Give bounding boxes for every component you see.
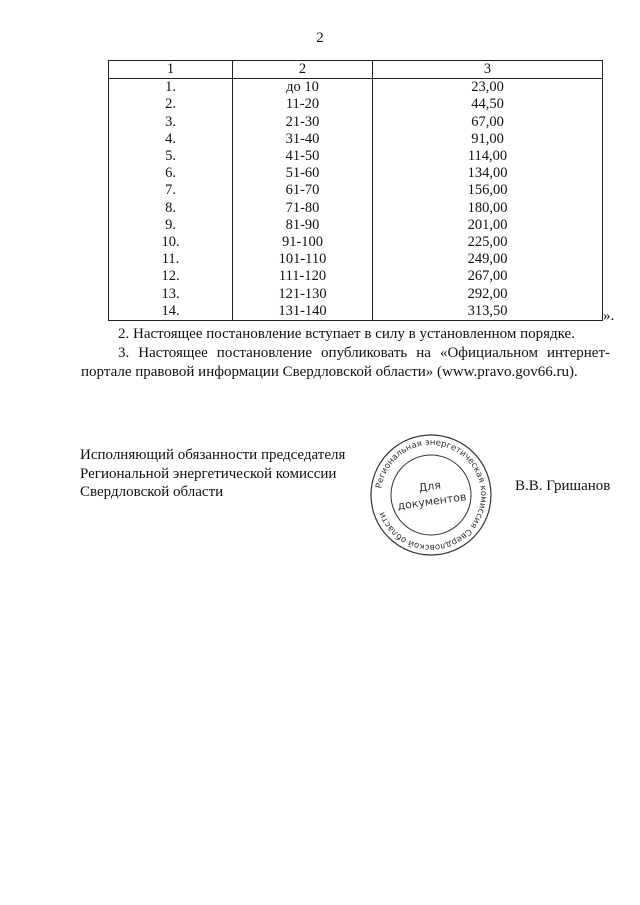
table-row — [109, 303, 603, 321]
page-number: 2 — [316, 30, 324, 46]
paragraph-effective-date: 2. Настоящее постановление вступает в силу в установленном порядке. — [118, 326, 575, 342]
table-row — [109, 96, 603, 113]
value-cell: 44,50 — [373, 96, 603, 113]
table-body — [109, 79, 603, 321]
row-number-cell: 2. — [109, 96, 233, 113]
stamp-outer-text: Региональная энергетическая комиссия Свердловской области — [374, 437, 489, 553]
range-cell: 101-110 — [233, 251, 373, 268]
paragraph-publication: 3. Настоящее постановление опубликовать на «Официальном интернет-портале правовой информации Свердловской области» (www.pravo.gov66.ru). — [81, 345, 610, 380]
row-number-cell: 14. — [109, 303, 233, 321]
signer-position-line: Региональной энергетической комиссии — [80, 465, 337, 482]
closing-quote-mark: ». — [603, 308, 615, 324]
range-cell: 41-50 — [233, 148, 373, 165]
table-row — [109, 182, 603, 199]
value-cell: 23,00 — [373, 79, 603, 97]
signer-position — [80, 446, 380, 502]
table-row — [109, 148, 603, 165]
table-row — [109, 200, 603, 217]
tariff-table — [108, 60, 603, 321]
range-cell: 61-70 — [233, 182, 373, 199]
value-cell: 225,00 — [373, 234, 603, 251]
signer-position-line: Исполняющий обязанности председателя — [80, 447, 346, 463]
row-number-cell: 9. — [109, 217, 233, 234]
range-cell: 131-140 — [233, 303, 373, 321]
range-cell: до 10 — [233, 79, 373, 97]
signer-name: В.В. Гришанов — [515, 478, 611, 494]
column-header: 1 — [109, 61, 233, 79]
range-cell: 21-30 — [233, 114, 373, 131]
table-row — [109, 268, 603, 285]
value-cell: 249,00 — [373, 251, 603, 268]
value-cell: 67,00 — [373, 114, 603, 131]
stamp-inner-text: документов — [396, 490, 468, 513]
range-cell: 51-60 — [233, 165, 373, 182]
value-cell: 201,00 — [373, 217, 603, 234]
range-cell: 71-80 — [233, 200, 373, 217]
value-cell: 180,00 — [373, 200, 603, 217]
row-number-cell: 13. — [109, 285, 233, 302]
table-row — [109, 79, 603, 97]
range-cell: 121-130 — [233, 285, 373, 302]
column-header: 3 — [373, 61, 603, 79]
row-number-cell: 1. — [109, 79, 233, 97]
value-cell: 91,00 — [373, 131, 603, 148]
signer-position-line: Свердловской области — [80, 484, 224, 500]
value-cell: 292,00 — [373, 285, 603, 302]
row-number-cell: 7. — [109, 182, 233, 199]
stamp-inner-text: Для — [417, 478, 442, 495]
table-row — [109, 234, 603, 251]
table-row — [109, 165, 603, 182]
row-number-cell: 11. — [109, 251, 233, 268]
table-row — [109, 131, 603, 148]
official-stamp — [368, 432, 494, 558]
range-cell: 81-90 — [233, 217, 373, 234]
range-cell: 91-100 — [233, 234, 373, 251]
table-row — [109, 217, 603, 234]
table-row — [109, 251, 603, 268]
range-cell: 111-120 — [233, 268, 373, 285]
row-number-cell: 8. — [109, 200, 233, 217]
row-number-cell: 6. — [109, 165, 233, 182]
row-number-cell: 12. — [109, 268, 233, 285]
range-cell: 31-40 — [233, 131, 373, 148]
row-number-cell: 3. — [109, 114, 233, 131]
row-number-cell: 5. — [109, 148, 233, 165]
row-number-cell: 10. — [109, 234, 233, 251]
value-cell: 267,00 — [373, 268, 603, 285]
column-header: 2 — [233, 61, 373, 79]
value-cell: 134,00 — [373, 165, 603, 182]
value-cell: 114,00 — [373, 148, 603, 165]
table-row — [109, 285, 603, 302]
value-cell: 313,50 — [373, 303, 603, 321]
row-number-cell: 4. — [109, 131, 233, 148]
table-row — [109, 114, 603, 131]
table-header-row — [109, 61, 603, 79]
value-cell: 156,00 — [373, 182, 603, 199]
range-cell: 11-20 — [233, 96, 373, 113]
